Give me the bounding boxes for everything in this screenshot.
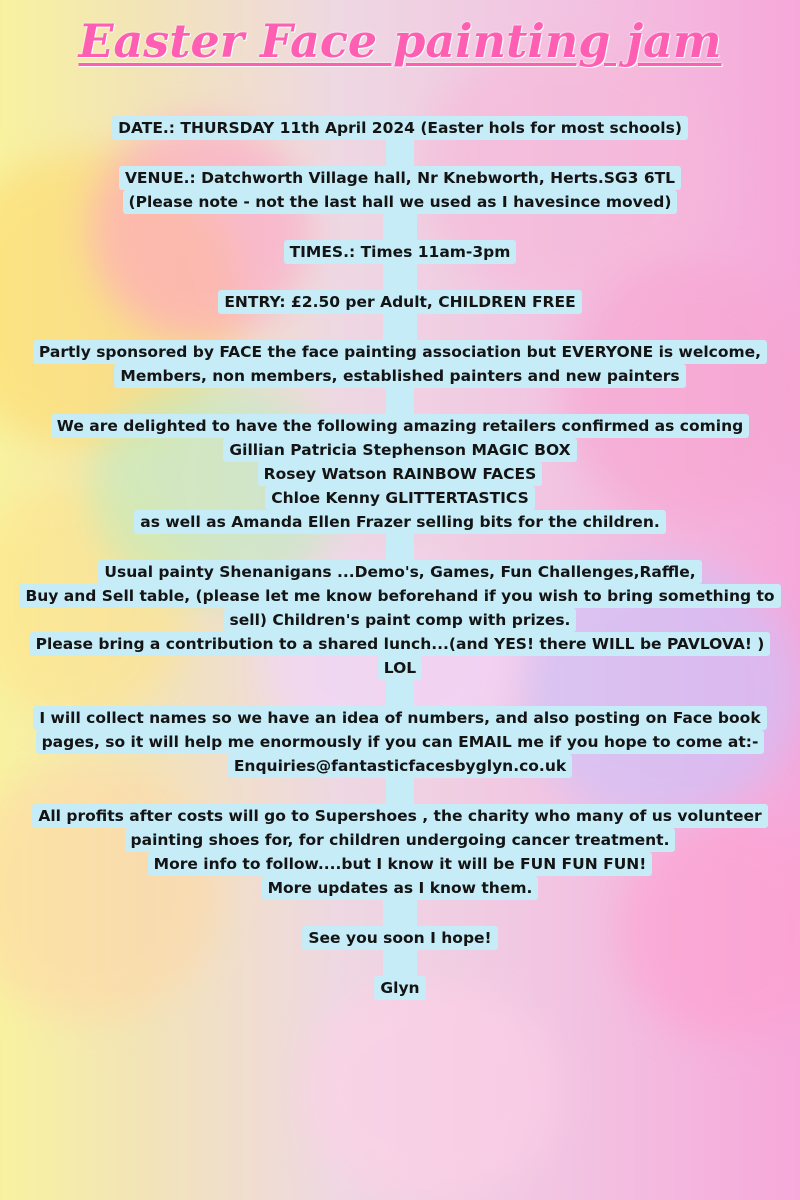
poster-line-row — [262, 876, 539, 900]
poster-line-row — [302, 926, 497, 950]
poster-line: sell) Children's paint comp with prizes. — [224, 608, 577, 632]
spacer-highlight — [383, 264, 417, 290]
poster-line-row — [33, 706, 766, 730]
poster-line-row — [36, 730, 765, 754]
poster-line-row — [134, 510, 666, 534]
poster-line-row — [284, 240, 517, 264]
poster-line: (Please note - not the last hall we used as I havesince moved) — [123, 190, 678, 214]
spacer-highlight — [383, 900, 417, 926]
poster-line-row — [125, 828, 676, 852]
poster-line: pages, so it will help me enormously if you can EMAIL me if you hope to come at:- — [36, 730, 765, 754]
poster-line: LOL — [378, 656, 422, 680]
poster-line-row — [383, 950, 417, 976]
poster-line: ENTRY: £2.50 per Adult, CHILDREN FREE — [218, 290, 581, 314]
spacer-highlight — [386, 680, 414, 706]
poster-line-row — [386, 534, 414, 560]
poster-line: Enquiries@fantasticfacesbyglyn.co.uk — [228, 754, 572, 778]
poster-line: See you soon I hope! — [302, 926, 497, 950]
poster-line: Rosey Watson RAINBOW FACES — [258, 462, 543, 486]
poster-line: Members, non members, established painters and new painters — [114, 364, 685, 388]
poster-line-row — [265, 486, 535, 510]
poster-line-row — [30, 632, 771, 656]
spacer-highlight — [386, 388, 414, 414]
poster-line: Glyn — [374, 976, 425, 1000]
poster-line: Buy and Sell table, (please let me know beforehand if you wish to bring something to — [19, 584, 780, 608]
poster-line-row — [383, 900, 417, 926]
spacer-highlight — [383, 314, 417, 340]
poster-line-row — [98, 560, 701, 584]
spacer-highlight — [386, 778, 414, 804]
poster-line-row — [33, 340, 767, 364]
poster-line: We are delighted to have the following amazing retailers confirmed as coming — [51, 414, 749, 438]
poster-line: Usual painty Shenanigans ...Demo's, Games, Fun Challenges,Raffle, — [98, 560, 701, 584]
poster-line-row — [218, 290, 581, 314]
poster-line-row — [374, 976, 425, 1000]
poster-line-row — [383, 214, 417, 240]
poster-line-row — [224, 608, 577, 632]
poster-line: I will collect names so we have an idea of numbers, and also posting on Face book — [33, 706, 766, 730]
spacer-highlight — [383, 214, 417, 240]
spacer-highlight — [386, 140, 414, 166]
poster-line: More info to follow....but I know it will be FUN FUN FUN! — [148, 852, 653, 876]
poster-line: Partly sponsored by FACE the face painting association but EVERYONE is welcome, — [33, 340, 767, 364]
poster-line-row — [378, 656, 422, 680]
poster-line-row — [258, 462, 543, 486]
poster-line-row — [119, 166, 681, 190]
background-sprinkle-blob — [300, 980, 560, 1200]
poster-line-row — [112, 116, 688, 140]
poster-line: Gillian Patricia Stephenson MAGIC BOX — [223, 438, 576, 462]
poster-body — [0, 116, 800, 1000]
poster-line: DATE.: THURSDAY 11th April 2024 (Easter hols for most schools) — [112, 116, 688, 140]
poster-line-row — [228, 754, 572, 778]
poster-line: as well as Amanda Ellen Frazer selling bits for the children. — [134, 510, 666, 534]
poster-line-row — [383, 314, 417, 340]
spacer-highlight — [383, 950, 417, 976]
poster-line: Please bring a contribution to a shared lunch...(and YES! there WILL be PAVLOVA! ) — [30, 632, 771, 656]
poster-line: VENUE.: Datchworth Village hall, Nr Knebworth, Herts.SG3 6TL — [119, 166, 681, 190]
poster-line-row — [386, 140, 414, 166]
poster-line: Chloe Kenny GLITTERTASTICS — [265, 486, 535, 510]
poster-line-row — [123, 190, 678, 214]
poster-line-row — [114, 364, 685, 388]
poster-line: More updates as I know them. — [262, 876, 539, 900]
poster-line-row — [386, 778, 414, 804]
poster-line-row — [19, 584, 780, 608]
poster-title: Easter Face painting jam — [78, 14, 722, 68]
poster-line-row — [223, 438, 576, 462]
poster-line: TIMES.: Times 11am-3pm — [284, 240, 517, 264]
spacer-highlight — [386, 534, 414, 560]
poster-line: painting shoes for, for children undergoing cancer treatment. — [125, 828, 676, 852]
poster-line-row — [32, 804, 767, 828]
poster-line-row — [383, 264, 417, 290]
poster-line-row — [51, 414, 749, 438]
poster-line-row — [148, 852, 653, 876]
poster-line-row — [386, 388, 414, 414]
poster-line: All profits after costs will go to Supershoes , the charity who many of us volunteer — [32, 804, 767, 828]
poster-line-row — [386, 680, 414, 706]
